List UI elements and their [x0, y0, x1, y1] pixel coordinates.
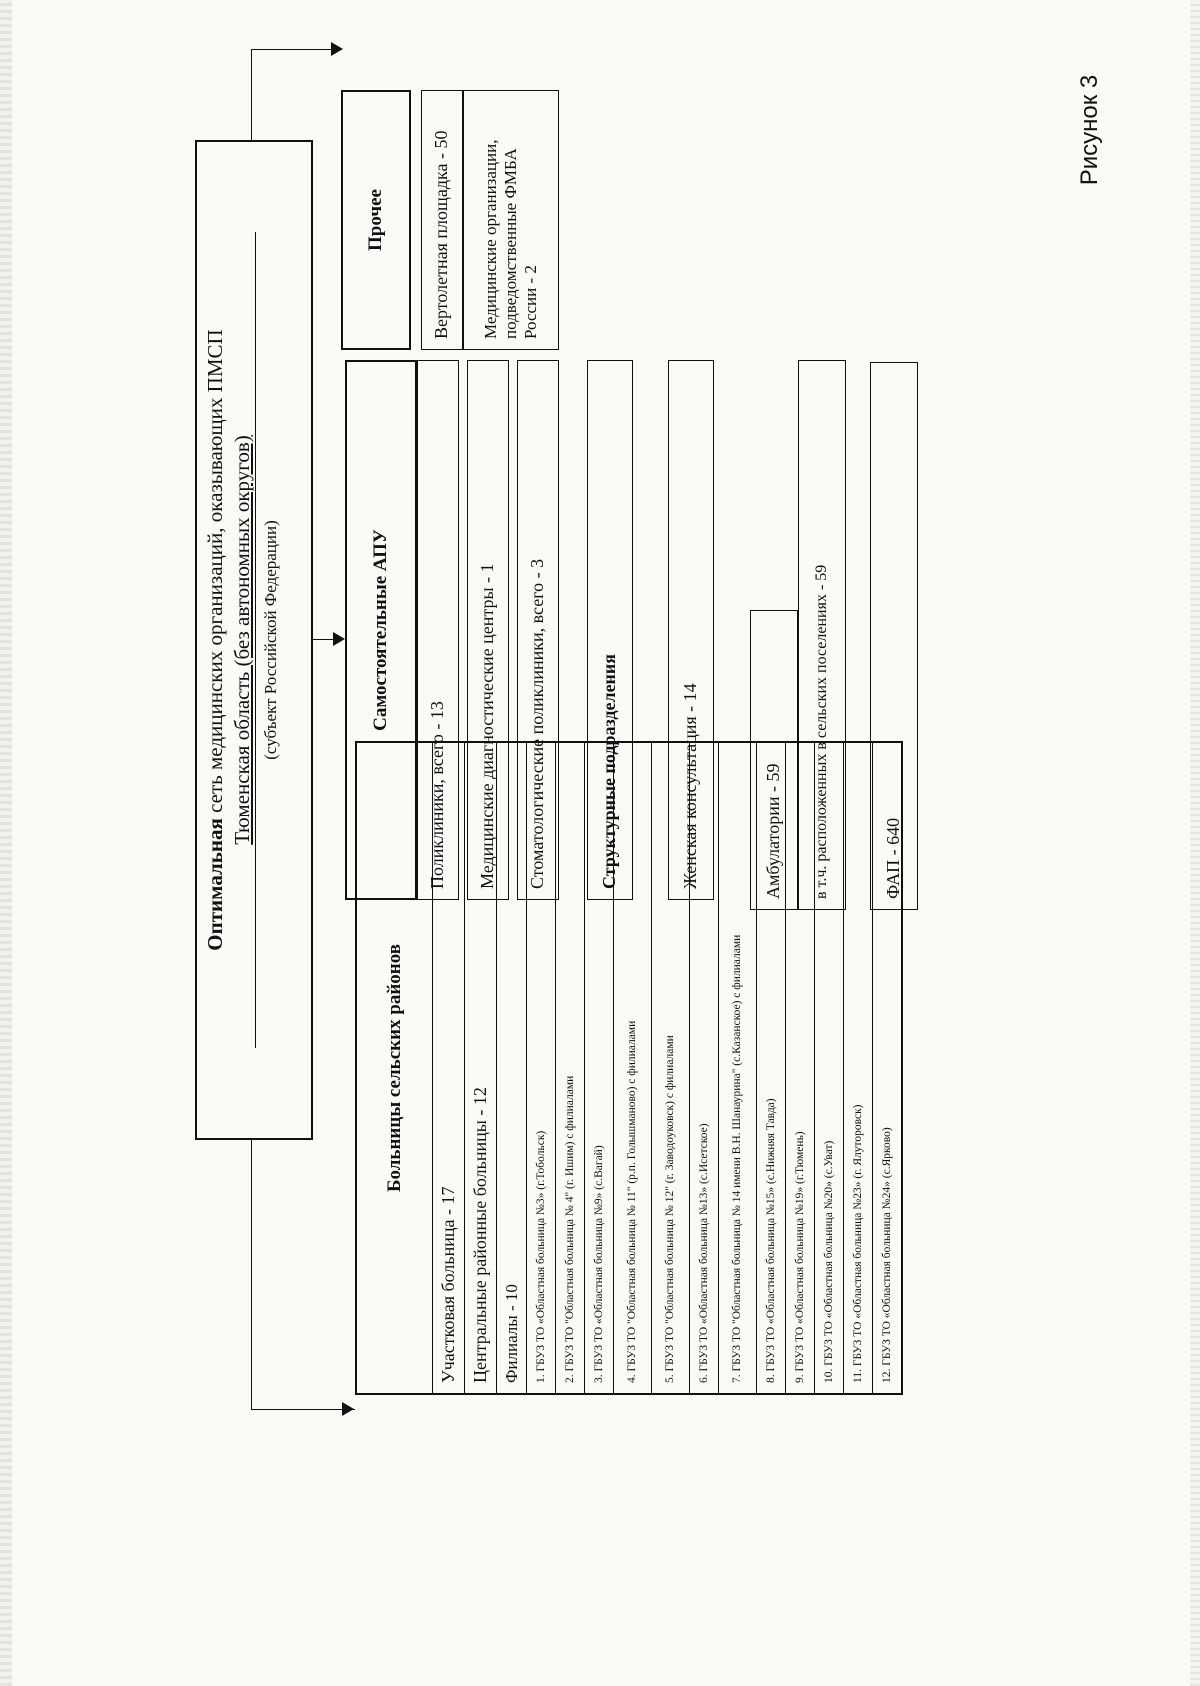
district-hospital-count: Участковая больница - 17 [432, 743, 464, 1393]
hospital-row: 1. ГБУЗ ТО «Областная больница №3» (г.Тобольск) [526, 743, 555, 1393]
connector-drop-other [251, 49, 341, 50]
diagnostic-centers-count: Медицинские диагностические центры - 1 [467, 360, 509, 900]
connector-drop-rural [251, 1409, 355, 1410]
rural-hospitals-header: Больницы сельских районов [383, 943, 405, 1193]
ambulatories-count: Амбулатории - 59 [750, 610, 798, 910]
hospital-row: 2. ГБУЗ ТО "Областная больница № 4" (г. Ишим) с филиалами [555, 743, 584, 1393]
central-district-count: Центральные районные больницы - 12 [464, 743, 496, 1393]
branches-count: Филиалы - 10 [496, 743, 526, 1393]
fap-count: ФАП - 640 [870, 362, 918, 910]
root-title [203, 142, 228, 1138]
arrow-other [331, 42, 343, 56]
women-consultation-count: Женская консультация - 14 [668, 360, 714, 900]
other-header: Прочее [341, 90, 411, 350]
structural-units-header: Структурные подразделения [587, 360, 633, 900]
figure-label: Рисунок 3 [1076, 74, 1103, 186]
connector-trunk-rural [251, 1140, 252, 1410]
arrow-rural [342, 1402, 354, 1416]
root-region-text: Тюменская область (без автономных округов) [230, 435, 254, 845]
apu-header: Самостоятельные АПУ [345, 360, 417, 900]
hospital-row: 5. ГБУЗ ТО "Областная больница № 12" (г. Заводоуковск) с филиалами [651, 743, 689, 1393]
polyclinics-count: Поликлиники, всего - 13 [417, 360, 459, 900]
root-title-bold: Оптимальная [203, 818, 227, 951]
hospital-row: 12. ГБУЗ ТО «Областная больница №24» (с.Ярково) [872, 743, 901, 1393]
hospital-row: 11. ГБУЗ ТО «Областная больница №23» (г. Ялуторовск) [843, 743, 872, 1393]
scan-edge-left [0, 0, 12, 1686]
hospital-row: 4. ГБУЗ ТО "Областная больница № 11" (р.п. Голышманово) с филиалами [613, 743, 651, 1393]
arrow-apu [333, 632, 345, 646]
connector-trunk-other [251, 50, 252, 140]
hospital-row: 8. ГБУЗ ТО «Областная больница №15» (с.Нижняя Тавда) [756, 743, 785, 1393]
hospital-row: 9. ГБУЗ ТО «Областная больница №19» (г.Тюмень) [785, 743, 814, 1393]
root-region [230, 142, 255, 1138]
helipad-count: Вертолетная площадка - 50 [421, 90, 463, 350]
rural-ambulatories-count: в т.ч. расположенных в сельских поселениях - 59 [798, 360, 846, 910]
hospital-row: 7. ГБУЗ ТО "Областная больница № 14 имени В.Н. Шанаурина" (с.Казанское) с филиалами [718, 743, 756, 1393]
root-subtitle: (субъект Российской Федерации) [261, 520, 280, 760]
scan-edge-right [1190, 0, 1200, 1686]
root-title-rest: сеть медицинских организаций, оказывающих ПМСП [203, 329, 227, 819]
dental-polyclinics-count: Стоматологические поликлиники, всего - 3 [517, 360, 559, 900]
root-box [195, 140, 313, 1140]
hospital-row: 10. ГБУЗ ТО «Областная больница №20» (с.Уват) [814, 743, 843, 1393]
fmba-organizations-count: Медицинские организации, подведомственные ФМБА России - 2 [463, 90, 559, 350]
hospital-row: 6. ГБУЗ ТО «Областная больница №13» (с.Исетское) [689, 743, 718, 1393]
root-divider [255, 232, 256, 1048]
hospital-row: 3. ГБУЗ ТО «Областная больница №9» (с.Вагай) [584, 743, 613, 1393]
